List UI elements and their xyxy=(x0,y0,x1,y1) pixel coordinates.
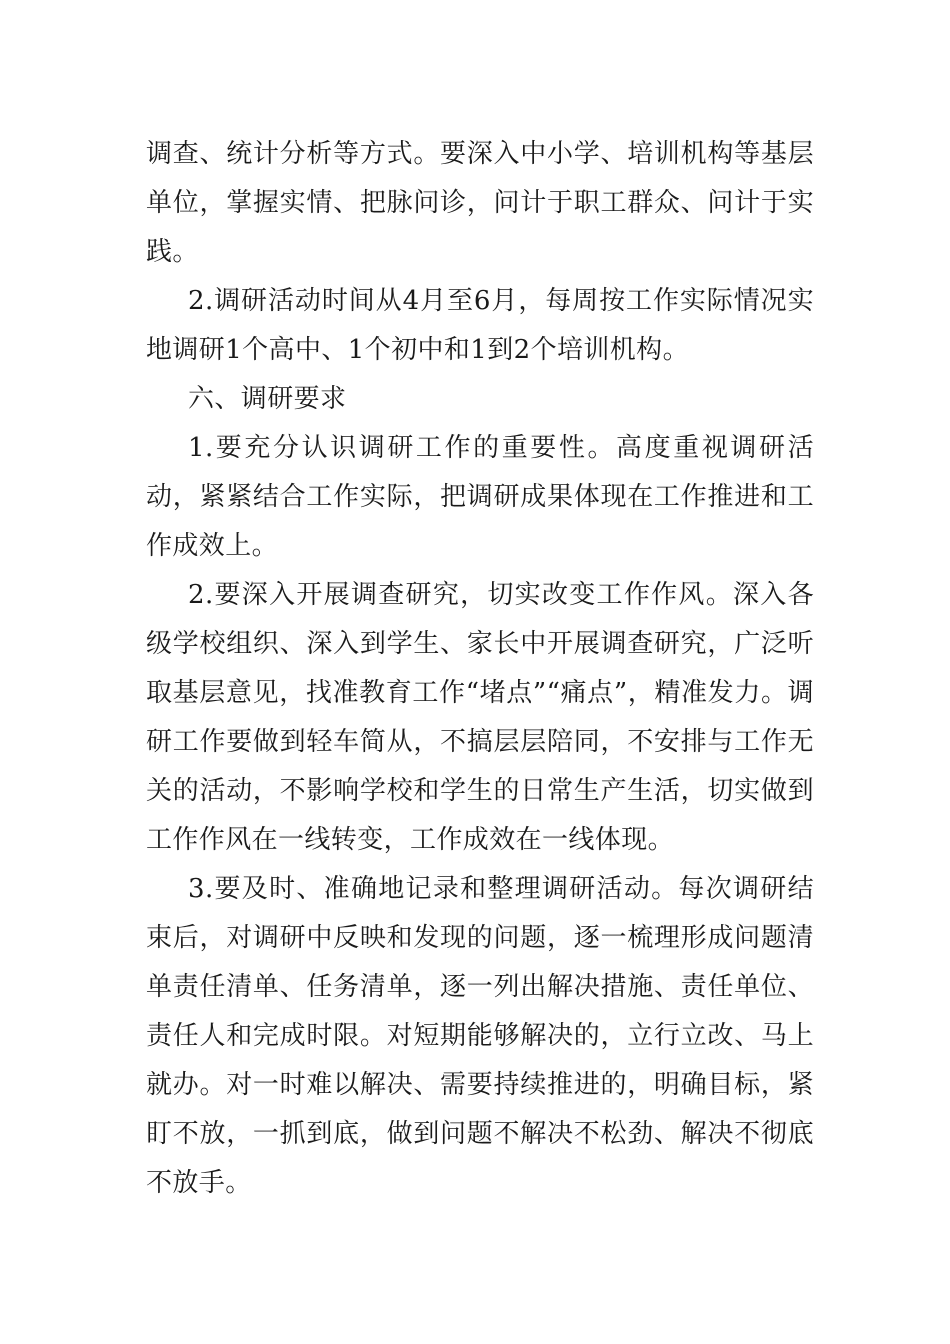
paragraph-requirement-1: 1.要充分认识调研工作的重要性。高度重视调研活动，紧紧结合工作实际，把调研成果体现在工作推进和工作成效上。 xyxy=(146,433,814,561)
paragraph-requirement-2: 2.要深入开展调查研究，切实改变工作作风。深入各级学校组织、深入到学生、家长中开展调查研究，广泛听取基层意见，找准教育工作“堵点”“痛点”，精准发力。调研工作要做到轻车简从，不搞层层陪同，不安排与工作无关的活动，不影响学校和学生的日常生产生活，切实做到工作作风在一线转变，工作成效在一线体现。 xyxy=(146,580,814,855)
section-heading-requirements: 六、调研要求 xyxy=(188,384,347,414)
paragraph-continuation: 调查、统计分析等方式。要深入中小学、培训机构等基层单位，掌握实情、把脉问诊，问计于职工群众、问计于实践。 xyxy=(146,139,814,267)
document-body xyxy=(146,130,814,1208)
paragraph-requirement-3: 3.要及时、准确地记录和整理调研活动。每次调研结束后，对调研中反映和发现的问题，逐一梳理形成问题清单责任清单、任务清单，逐一列出解决措施、责任单位、责任人和完成时限。对短期能够解决的，立行立改、马上就办。对一时难以解决、需要持续推进的，明确目标，紧盯不放，一抓到底，做到问题不解决不松劲、解决不彻底不放手。 xyxy=(146,874,814,1198)
paragraph-item-2-schedule: 2.调研活动时间从4月至6月，每周按工作实际情况实地调研1个高中、1个初中和1到2个培训机构。 xyxy=(146,286,814,365)
